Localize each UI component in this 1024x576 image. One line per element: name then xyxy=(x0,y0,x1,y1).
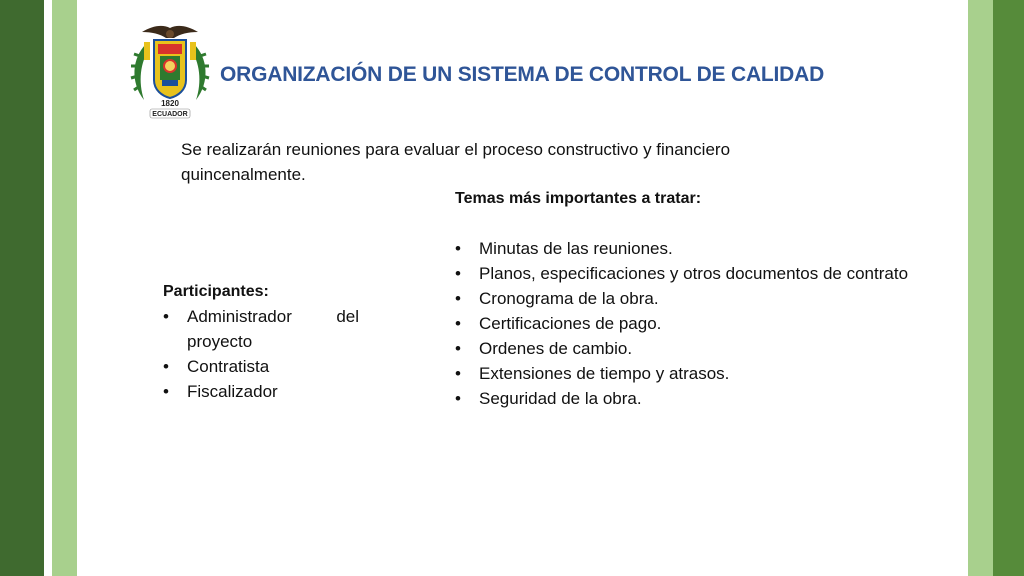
left-light-stripe xyxy=(52,0,77,576)
list-item: • Fiscalizador xyxy=(163,379,359,404)
list-item: • Planos, especificaciones y otros documentos de contrato xyxy=(455,261,925,286)
bullet-icon: • xyxy=(163,382,169,401)
left-dark-stripe xyxy=(0,0,44,576)
intro-paragraph: Se realizarán reuniones para evaluar el proceso constructivo y financiero quincenalmente. xyxy=(181,140,731,184)
participants-list xyxy=(163,304,359,404)
bullet-icon: • xyxy=(455,239,461,258)
bullet-icon: • xyxy=(163,307,169,326)
bullet-icon: • xyxy=(455,289,461,308)
bullet-icon: • xyxy=(163,357,169,376)
participants-heading: Participantes: xyxy=(163,283,269,300)
bullet-icon: • xyxy=(455,364,461,383)
topics-list xyxy=(455,236,925,411)
right-dark-stripe xyxy=(993,0,1024,576)
bullet-icon: • xyxy=(455,264,461,283)
list-item: • Seguridad de la obra. xyxy=(455,386,925,411)
list-item: • Ordenes de cambio. xyxy=(455,336,925,361)
coat-of-arms-logo xyxy=(124,22,216,120)
list-item: • Minutas de las reuniones. xyxy=(455,236,925,261)
topics-heading: Temas más importantes a tratar: xyxy=(455,190,702,207)
bullet-icon: • xyxy=(455,389,461,408)
list-item: • Administrador del proyecto xyxy=(163,304,359,354)
logo-caption: ECUADOR xyxy=(152,111,188,118)
right-light-stripe xyxy=(968,0,993,576)
bullet-icon: • xyxy=(455,339,461,358)
list-item: • Certificaciones de pago. xyxy=(455,311,925,336)
slide-title: ORGANIZACIÓN DE UN SISTEMA DE CONTROL DE CALIDAD xyxy=(220,63,825,86)
logo-year: 1820 xyxy=(161,99,179,108)
list-item: • Extensiones de tiempo y atrasos. xyxy=(455,361,925,386)
list-item: • Contratista xyxy=(163,354,359,379)
list-item: • Cronograma de la obra. xyxy=(455,286,925,311)
bullet-icon: • xyxy=(455,314,461,333)
